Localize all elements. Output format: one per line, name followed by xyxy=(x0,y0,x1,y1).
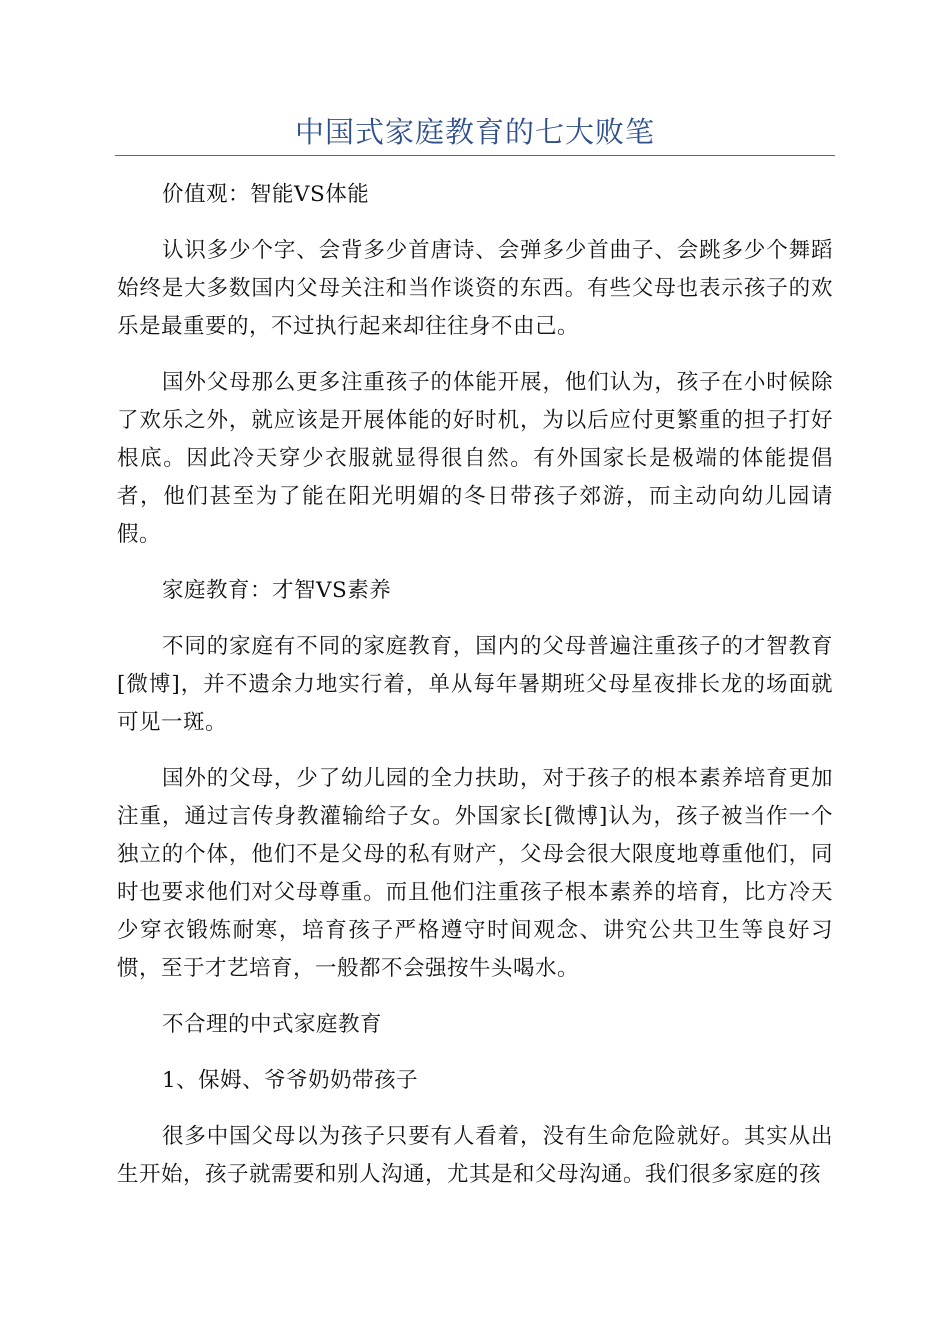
paragraph: 很多中国父母以为孩子只要有人看着，没有生命危险就好。其实从出生开始，孩子就需要和别人沟通，尤其是和父母沟通。我们很多家庭的孩 xyxy=(117,1124,833,1187)
section-heading-family-education: 家庭教育：才智VS素养 xyxy=(162,578,392,603)
section-heading-item-1: 1、保姆、爷爷奶奶带孩子 xyxy=(162,1068,419,1093)
paragraph: 国外的父母，少了幼儿园的全力扶助，对于孩子的根本素养培育更加注重，通过言传身教灌输给子女。外国家长[微博]认为，孩子被当作一个独立的个体，他们不是父母的私有财产，父母会很大限度地尊重他们，同时也要求他们对父母尊重。而且他们注重孩子根本素养的培育，比方冷天少穿衣锻炼耐寒，培育孩子严格遵守时间观念、讲究公共卫生等良好习惯，至于才艺培育，一般都不会强按牛头喝水。 xyxy=(117,766,833,981)
section-heading-unreasonable: 不合理的中式家庭教育 xyxy=(162,1012,383,1037)
paragraph: 国外父母那么更多注重孩子的体能开展，他们认为，孩子在小时候除了欢乐之外，就应该是开展体能的好时机，为以后应付更繁重的担子打好根底。因此冷天穿少衣服就显得很自然。有外国家长是极端的体能提倡者，他们甚至为了能在阳光明媚的冬日带孩子郊游，而主动向幼儿园请假。 xyxy=(117,370,833,547)
title-underline xyxy=(115,155,835,156)
document-body xyxy=(117,176,833,1212)
section-heading-values: 价值观：智能VS体能 xyxy=(162,182,370,207)
paragraph: 认识多少个字、会背多少首唐诗、会弹多少首曲子、会跳多少个舞蹈始终是大多数国内父母关注和当作谈资的东西。有些父母也表示孩子的欢乐是最重要的，不过执行起来却往往身不由己。 xyxy=(117,238,833,339)
paragraph: 不同的家庭有不同的家庭教育，国内的父母普遍注重孩子的才智教育[微博]，并不遗余力地实行着，单从每年暑期班父母星夜排长龙的场面就可见一斑。 xyxy=(117,634,833,735)
document-title: 中国式家庭教育的七大败笔 xyxy=(294,115,655,149)
